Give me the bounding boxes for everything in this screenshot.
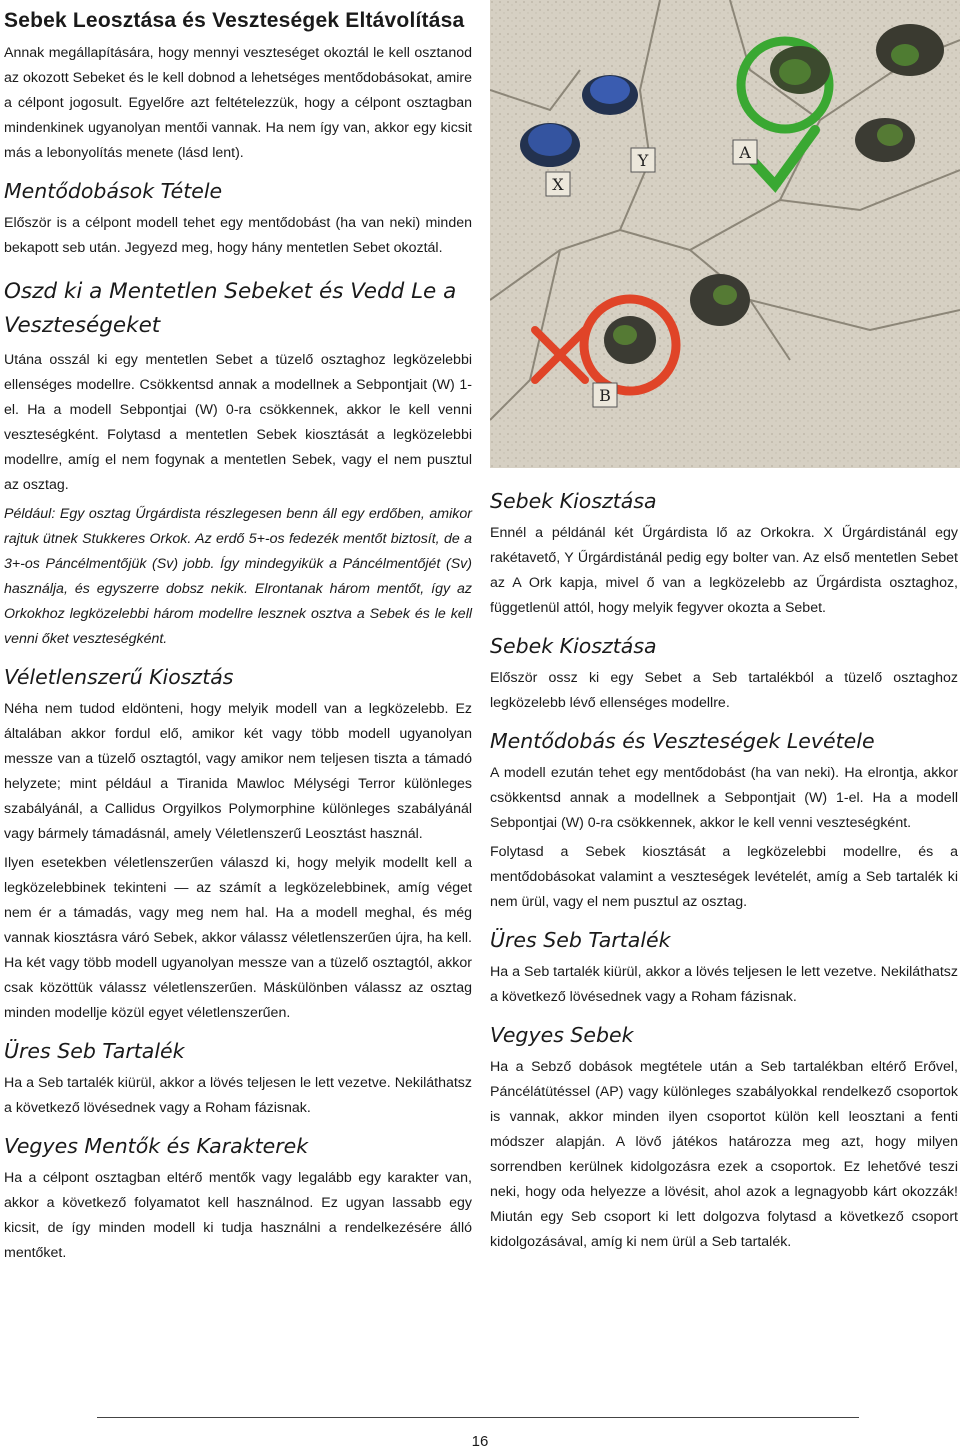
section-text-mixed-saves: Ha a célpont osztagban eltérő mentők vagy legalább egy karakter van, akkor a következő folyamatot kell használnod. Ez ugyan lassabb egy kicsit, de így minden modell ki tudja használni a rendelkezésére álló mentőket.: [4, 1170, 472, 1261]
right-heading-empty-pool: Üres Seb Tartalék: [490, 928, 671, 952]
label-x: X: [552, 175, 564, 194]
right-text-allocation: Először ossz ki egy Sebet a Seb tartalékból a tüzelő osztaghoz legközelebb lévő ellenséges modellre.: [490, 670, 958, 711]
right-heading-mixed-wounds: Vegyes Sebek: [490, 1023, 634, 1047]
right-heading-saves-casualties: Mentődobás és Veszteségek Levétele: [490, 729, 875, 753]
right-heading-allocation: Sebek Kiosztása: [490, 634, 657, 658]
section-heading-saves: Mentődobások Tétele: [4, 179, 223, 203]
page-number: 16: [471, 1433, 489, 1450]
right-text-mixed-wounds: Ha a Sebző dobások megtétele után a Seb tartalékban eltérő Erővel, Páncélátütéssel (AP) vagy különleges szabályokkal rendelkező csoportok is vannak, akkor minden ilyen csoportot külön kell leosztani a fenti módszer alapján. A lövő játékos határozza meg azt, hogy milyen sorrendben kerülnek kidolgozásra ezek a csoportok. Ez lehetővé teszi neki, hogy oda helyezze a lövésit, ahol azok a legnagyobb kárt okozzák! Miután egy Seb csoport ki lett dolgozva folytasd a következő csoport kidolgozásával, amíg ki nem ürül a Seb tartalék.: [490, 1059, 958, 1250]
section-heading-random: Véletlenszerű Kiosztás: [4, 665, 234, 689]
right-text-saves-casualties-1: A modell ezután tehet egy mentődobást (ha van neki). Ha elrontja, akkor csökkentsd annak a modellnek a Sebpontjait (W) 1-el. Ha a modell Sebpontjai (W) 0-ra csökkennek, akkor le kell venni veszteségként.: [490, 765, 958, 831]
ork-4: [690, 274, 750, 326]
page-title: Sebek Leosztása és Veszteségek Eltávolítása: [4, 9, 465, 32]
left-column: [4, 6, 472, 1270]
label-a: A: [739, 143, 751, 162]
section-text-empty-pool: Ha a Seb tartalék kiürül, akkor a lövés teljesen le lett vezetve. Nekiláthatsz a következő lövésednek vagy a Roham fázisnak.: [4, 1075, 472, 1116]
section-text-random-1: Néha nem tudod eldönteni, hogy melyik modell van a legközelebb. Ez általában akkor fordul elő, amikor két vagy több modell ugyanolyan messze van a tüzelő osztagtól, vagy amikor nem teljesen tiszta a támadó helyzete; mint például a Tiranida Mawloc Mélységi Terror különleges szabályánál, a Callidus Orgyilkos Polymorphine különleges szabályánál vagy bármely támadásnál, amely Véletlenszerű Leosztást használ.: [4, 701, 472, 842]
label-y: Y: [637, 151, 649, 170]
right-heading-allocation-example: Sebek Kiosztása: [490, 489, 657, 513]
section-text-saves: Először is a célpont modell tehet egy mentődobást (ha van neki) minden bekapott seb után. Jegyezd meg, hogy hány mentetlen Sebet okoztál.: [4, 215, 472, 256]
section-heading-empty-pool: Üres Seb Tartalék: [4, 1039, 185, 1063]
example-paragraph: Például: Egy osztag Űrgárdista részlegesen benn áll egy erdőben, amikor rajtuk ütnek Stukkeres Orkok. Az erdő 5+-os fedezék mentőt biztosít, de a 3+-os Páncélmentőjük (Sv) jobb. Így mindegyikük a Páncélmentőjét (Sv) használja, és egyszerre dobsz nekik. Elrontanak három mentőt, így az Orkokhoz legközelebbi három modellre lesznek osztva a Sebek és le kell venni őket veszteségként.: [4, 506, 472, 647]
right-column: [490, 476, 958, 1259]
right-text-empty-pool: Ha a Seb tartalék kiürül, akkor a lövés teljesen le lett vezetve. Nekiláthatsz a következő lövésednek vagy a Roham fázisnak.: [490, 964, 958, 1005]
right-text-allocation-example: Ennél a példánál két Űrgárdista lő az Orkokra. X Űrgárdistánál egy rakétavető, Y Űrgárdistánál pedig egy bolter van. Az első mentetlen Sebet az A Ork kapja, mivel ő van a legközelebb az Űrgárdista osztaghoz, függetlenül attól, hogy melyik fegyver okozta a Sebet.: [490, 525, 958, 616]
section-heading-allocate: Oszd ki a Mentetlen Sebeket és Vedd Le a Veszteségeket: [4, 279, 457, 338]
footer-rule: [97, 1417, 859, 1418]
label-b: B: [599, 386, 611, 405]
section-heading-mixed-saves: Vegyes Mentők és Karakterek: [4, 1134, 309, 1158]
marine-x: [520, 123, 580, 167]
battle-figure: [490, 0, 960, 468]
right-text-saves-casualties-2: Folytasd a Sebek kiosztását a legközelebbi modellre, és a mentődobásokat valamint a veszteségek levételét, amíg a Seb tartalék ki nem ürül, vagy el nem pusztul az osztag.: [490, 844, 958, 910]
ork-3: [855, 118, 915, 162]
marine-y: [582, 75, 638, 115]
section-text-allocate: Utána osszál ki egy mentetlen Sebet a tüzelő osztaghoz legközelebbi ellenséges modellre. Csökkentsd annak a modellnek a Sebpontjait (W) 1-el. Ha a modell Sebpontjai (W) 0-ra csökkennek, akkor le kell venni veszteségként. Folytasd a mentetlen Sebek kiosztását a legközelebbi modellre, amíg el nem fogynak a mentetlen Sebek, vagy el nem pusztul az osztag.: [4, 352, 472, 493]
intro-paragraph: Annak megállapítására, hogy mennyi veszteséget okoztál le kell osztanod az okozott Sebeket és le kell dobnod a lehetséges mentődobásokat, amire a célpont jogosult. Egyelőre azt feltételezzük, hogy a célpont osztagban mindenkinek ugyanolyan mentői vannak. Ha nem így van, akkor egy kicsit más a lebonyolítás menete (lásd lent).: [4, 45, 472, 161]
battle-illustration: [490, 0, 960, 468]
section-text-random-2: Ilyen esetekben véletlenszerűen válaszd ki, hogy melyik modellt kell a legközelebbinek tekinteni — az számít a legközelebbinek, amíg véget nem ér a támadás, vagy meg nem hal. Ha a modell meghal, és még vannak kiosztásra váró Sebek, akkor válassz véletlenszerűen újra, ha kell. Ha két vagy több modell ugyanolyan messze van a tüzelő osztagtól, akkor csak közöttük válassz véletlenszerűen. Máskülönben válassz az osztag minden modellje közül egyet véletlenszerűen.: [4, 855, 472, 1021]
ork-2: [876, 24, 944, 76]
